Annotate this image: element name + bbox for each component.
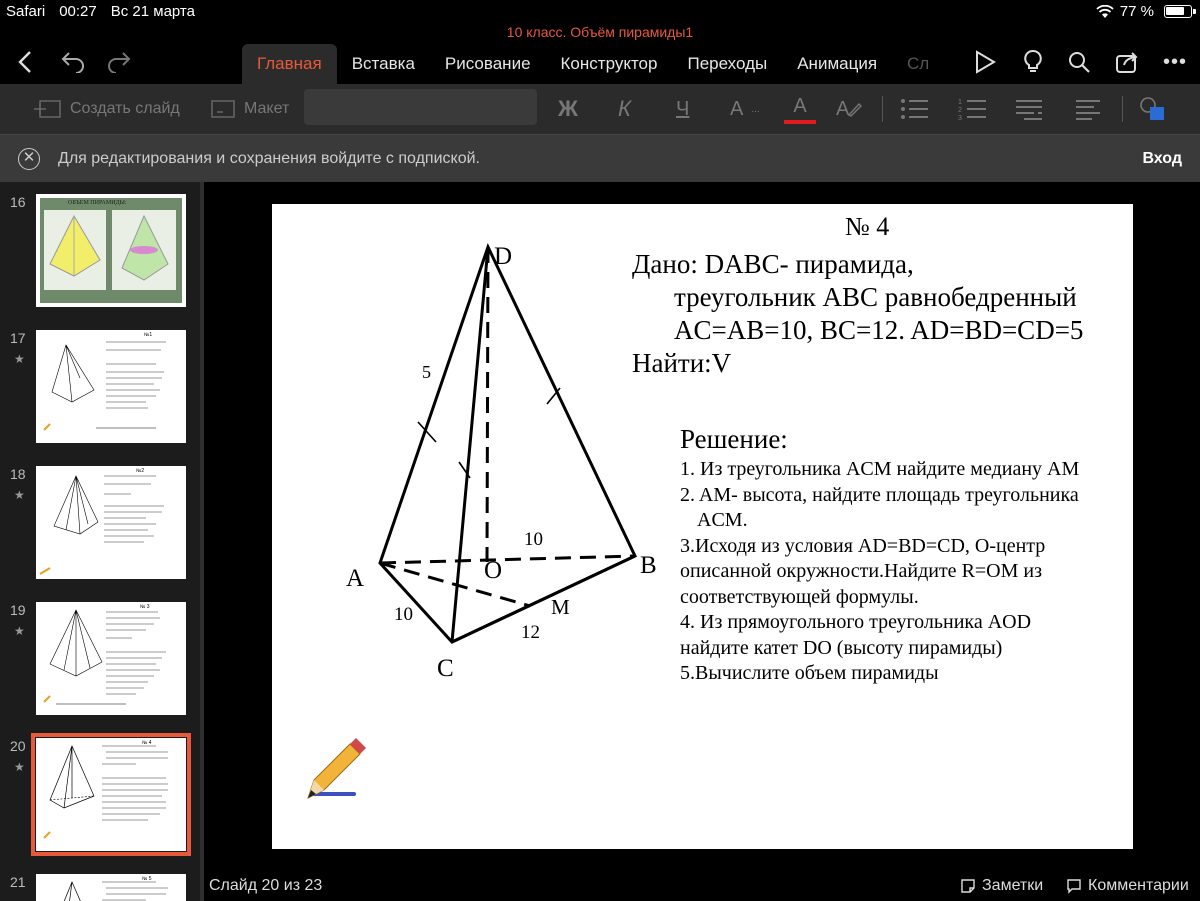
slide-counter: Слайд 20 из 23: [209, 877, 323, 894]
thumbnail-slide-selected[interactable]: [36, 738, 186, 851]
thumbnail-number: 19: [10, 602, 26, 618]
tab-design[interactable]: Конструктор: [560, 54, 658, 73]
solution-step: 1. Из треугольника ACM найдите медиану AM: [680, 458, 1080, 480]
ribbon-separator: [882, 96, 883, 122]
solution-step: найдите катет DO (высоту пирамиды): [680, 636, 1003, 659]
thumbnail-slide[interactable]: [36, 874, 186, 901]
thumbnail-title: № 3: [140, 604, 150, 610]
slide-title: № 4: [845, 212, 890, 241]
numbering-icon[interactable]: [958, 84, 988, 134]
solution-step: ACM.: [697, 509, 748, 531]
search-icon[interactable]: [1064, 40, 1094, 84]
solution-header: Решение:: [680, 424, 788, 454]
problem-statement: [632, 248, 1083, 380]
solution-steps: [680, 457, 1079, 687]
thumbnail-number: 18: [10, 466, 26, 482]
thumbnail-drawing: [36, 874, 186, 901]
lightbulb-icon[interactable]: [1018, 40, 1048, 84]
frustum-image: [112, 210, 176, 290]
highlight-button[interactable]: A: [836, 84, 863, 134]
star-icon: ★: [14, 624, 25, 638]
play-icon[interactable]: [970, 40, 1000, 84]
tab-insert[interactable]: Вставка: [351, 54, 415, 73]
layout-button[interactable]: Макет: [210, 84, 289, 134]
align-left-icon[interactable]: [1074, 84, 1102, 134]
more-icon[interactable]: •••: [1162, 50, 1187, 73]
tab-draw[interactable]: Рисование: [444, 54, 531, 73]
status-time: 00:27: [59, 3, 97, 20]
solution-step: 2. AM- высота, найдите площадь треугольника: [680, 483, 1079, 506]
comment-icon: [1066, 878, 1082, 894]
layout-icon: [210, 98, 236, 120]
shapes-icon[interactable]: [1138, 84, 1168, 134]
notice-message: Для редактирования и сохранения войдите с подпиской.: [58, 150, 480, 167]
thumbnail-title: № 5: [142, 876, 152, 882]
font-name-select[interactable]: [304, 89, 537, 125]
thumbnail-slide[interactable]: [36, 194, 186, 307]
solution-step: 5.Вычислите объем пирамиды: [680, 662, 939, 684]
edge-label-ad: 5: [422, 362, 431, 382]
solution-step: 3.Исходя из условия AD=BD=CD, O-центр: [680, 534, 1046, 557]
svg-text:3: 3: [958, 115, 962, 121]
redo-icon[interactable]: [104, 40, 134, 84]
login-button[interactable]: Вход: [1142, 150, 1182, 167]
tab-transitions[interactable]: Переходы: [687, 54, 768, 73]
tab-home[interactable]: Главная: [242, 44, 337, 84]
thumbnail-slide[interactable]: [36, 466, 186, 579]
back-icon[interactable]: [10, 40, 40, 84]
thumbnail-drawing: [36, 330, 186, 443]
brush-icon: [847, 101, 863, 117]
vertex-label-b: B: [640, 552, 657, 579]
given-line: треугольник ABC равнобедренный: [674, 282, 1077, 312]
thumbnail-drawing: [36, 738, 186, 851]
ribbon-toolbar: [0, 84, 1200, 134]
solution-step: описанной окружности.Найдите R=OM из: [680, 560, 1043, 582]
ribbon-tabs: [242, 44, 944, 84]
status-date: Вс 21 марта: [110, 3, 195, 20]
indent-icon[interactable]: [1014, 84, 1044, 134]
vertex-label-d: D: [494, 243, 513, 270]
add-slide-icon: [32, 98, 62, 120]
undo-icon[interactable]: [58, 40, 88, 84]
thumbnail-title: ОБЪЕМ ПИРАМИДЫ:: [68, 200, 127, 206]
solution-step: 4. Из прямоугольного треугольника AOD: [680, 611, 1032, 633]
star-icon: ★: [14, 352, 25, 366]
thumbnail-title: №2: [136, 468, 145, 474]
thumbnail-slide[interactable]: [36, 330, 186, 443]
status-bar: [0, 0, 1200, 24]
underline-button[interactable]: Ч: [676, 97, 690, 120]
edge-label-cm: 12: [521, 622, 540, 643]
edge-label-ac: 10: [394, 604, 413, 625]
star-icon: ★: [14, 760, 25, 774]
share-icon[interactable]: [1112, 40, 1142, 84]
wifi-icon: [1096, 5, 1114, 19]
thumbnail-slide[interactable]: [36, 602, 186, 715]
bullets-icon[interactable]: [900, 84, 930, 134]
slide-thumbnails-panel[interactable]: [0, 182, 200, 901]
thumbnail-drawing: [36, 602, 186, 715]
italic-button[interactable]: К: [618, 96, 631, 121]
bottom-bar: [204, 870, 1200, 901]
point-label-m: M: [551, 595, 570, 619]
given-line: Дано: DABC- пирамида,: [632, 249, 914, 279]
notes-icon: [960, 878, 976, 894]
font-color-button[interactable]: A: [784, 84, 816, 134]
given-line: AC=AB=10, BC=12. AD=BD=CD=5: [674, 315, 1084, 345]
tab-animation[interactable]: Анимация: [797, 54, 878, 73]
vertex-label-a: A: [346, 565, 365, 592]
battery-icon: [1164, 5, 1192, 18]
thumbnail-number: 21: [10, 874, 26, 890]
panel-divider[interactable]: [200, 182, 204, 901]
thumbnail-number: 16: [10, 194, 26, 210]
star-icon: ★: [14, 488, 25, 502]
ribbon-separator: [1122, 96, 1123, 122]
status-app[interactable]: Safari: [6, 3, 46, 20]
solution-step: соответствующей формулы.: [680, 585, 919, 608]
new-slide-button[interactable]: Создать слайд: [32, 84, 180, 134]
bold-button[interactable]: Ж: [558, 96, 578, 121]
battery-text: 77 %: [1119, 3, 1154, 20]
close-icon[interactable]: ✕: [18, 148, 40, 170]
font-effects-button[interactable]: A ...: [730, 97, 760, 120]
notes-button[interactable]: Заметки: [960, 877, 1043, 895]
document-title[interactable]: 10 класс. Объём пирамиды1: [506, 24, 694, 40]
point-label-o: O: [484, 557, 503, 584]
thumbnail-number: 20: [10, 738, 26, 754]
svg-text:1: 1: [958, 99, 962, 106]
vertex-label-c: C: [437, 655, 454, 682]
find-line: Найти:V: [632, 348, 732, 378]
subscription-notice: [0, 134, 1200, 182]
top-toolbar: [0, 40, 1200, 84]
current-slide[interactable]: [272, 204, 1133, 849]
comments-button[interactable]: Комментарии: [1066, 877, 1189, 895]
thumbnail-drawing: [36, 466, 186, 579]
pencil-icon: [308, 738, 366, 798]
tab-slideshow[interactable]: Сл: [907, 54, 930, 73]
pyramid-image: [44, 210, 106, 290]
edge-label-ab: 10: [524, 529, 543, 550]
svg-text:2: 2: [958, 107, 962, 114]
thumbnail-number: 17: [10, 330, 26, 346]
thumbnail-title: №1: [144, 332, 153, 338]
thumbnail-title: № 4: [142, 740, 152, 746]
